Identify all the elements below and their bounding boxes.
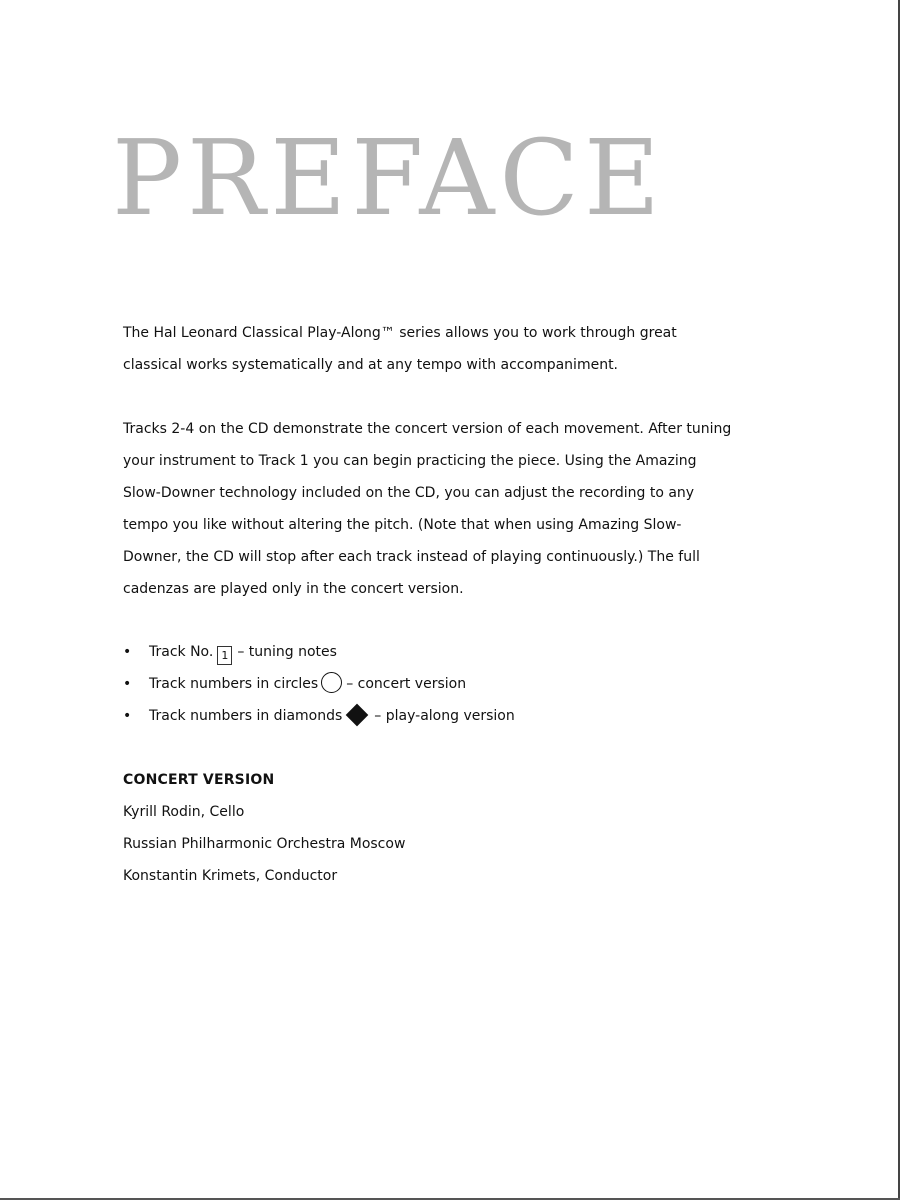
bullet-icon: •: [123, 676, 132, 692]
credit-soloist: Kyrill Rodin, Cello: [123, 804, 245, 820]
diamond-icon: [346, 704, 369, 727]
square-box-icon: 1: [217, 646, 232, 665]
legend-item-tuning: [123, 636, 733, 668]
legend-item-label: Track No.: [149, 644, 214, 660]
track-legend-list: [123, 636, 733, 732]
bullet-icon: •: [123, 708, 132, 724]
tracks-paragraph: Tracks 2-4 on the CD demonstrate the concert version of each movement. After tuning your instrument to Track 1 you can begin practicing the piece. Using the Amazing Slow-Downer technology included on the CD, you can adjust the recording to any tempo you like without altering the pitch. (Note that when using Amazing Slow-Downer, the CD will stop after each track instead of playing continuously.) The full cadenzas are played only in the concert version.: [123, 421, 732, 597]
concert-credits: [123, 796, 405, 892]
credit-orchestra: Russian Philharmonic Orchestra Moscow: [123, 836, 406, 852]
legend-item-playalong: [123, 700, 733, 732]
concert-version-heading: CONCERT VERSION: [123, 772, 275, 788]
legend-item-label: Track numbers in diamonds: [149, 708, 343, 724]
intro-paragraph: The Hal Leonard Classical Play-Along™ series allows you to work through great classical works systematically and at any tempo with accompaniment.: [123, 325, 677, 373]
bullet-icon: •: [123, 644, 132, 660]
credit-conductor: Konstantin Krimets, Conductor: [123, 868, 338, 884]
legend-item-description: – play-along version: [374, 708, 515, 724]
circle-icon: [321, 672, 342, 693]
page-title: PREFACE: [112, 117, 665, 239]
legend-item-concert: [123, 668, 733, 700]
legend-item-description: – tuning notes: [237, 644, 337, 660]
legend-item-description: – concert version: [346, 676, 467, 692]
legend-item-label: Track numbers in circles: [149, 676, 319, 692]
